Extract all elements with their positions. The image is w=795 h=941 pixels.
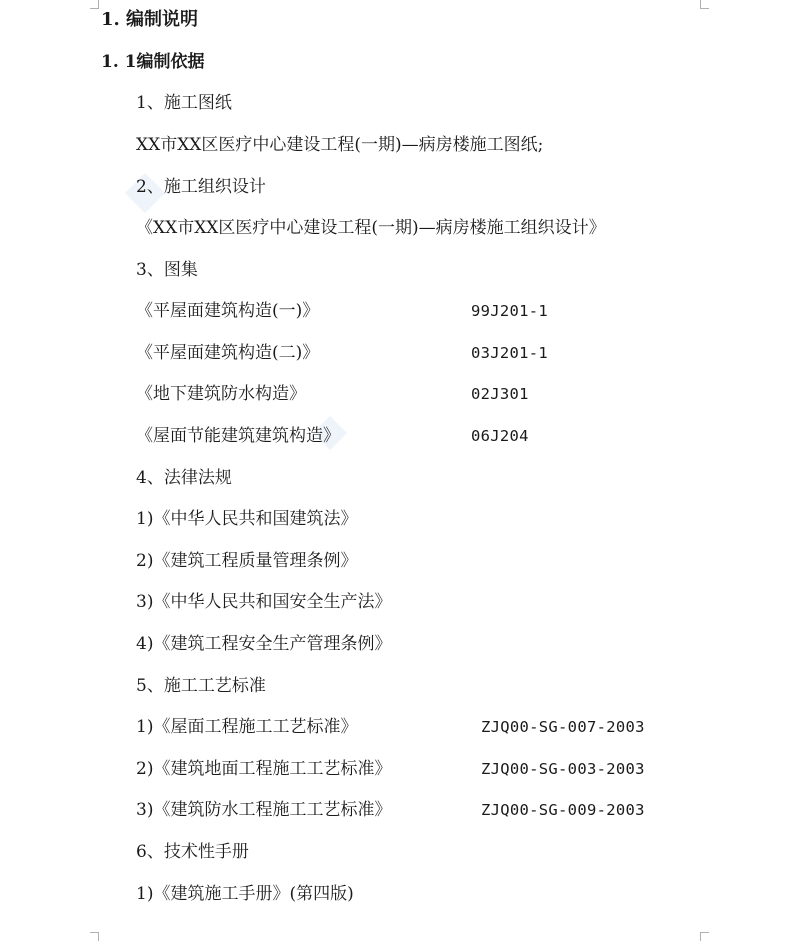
manual-item: 1)《建筑施工手册》(第四版) (136, 884, 354, 904)
law-item: 2)《建筑工程质量管理条例》 (136, 551, 358, 571)
atlas-item-name: 《屋面节能建筑建筑构造》 (136, 426, 340, 446)
section-title-atlas: 3、图集 (136, 260, 198, 280)
atlas-item-code: 06J204 (471, 427, 529, 445)
corner-mark-top-right (700, 0, 709, 9)
section-title-standards: 5、施工工艺标准 (136, 676, 266, 696)
corner-mark-bottom-right (700, 932, 709, 941)
heading-1: 1. 编制说明 (101, 9, 199, 30)
atlas-item-name: 《地下建筑防水构造》 (136, 384, 306, 404)
section-title-laws: 4、法律法规 (136, 468, 232, 488)
atlas-item-name: 《平屋面建筑构造(一)》 (136, 301, 320, 321)
atlas-item-code: 99J201-1 (471, 302, 549, 320)
standard-item-name: 1)《屋面工程施工工艺标准》 (136, 717, 358, 737)
standard-item-code: ZJQ00-SG-009-2003 (481, 801, 645, 819)
law-item: 1)《中华人民共和国建筑法》 (136, 509, 358, 529)
corner-mark-bottom-left (90, 932, 99, 941)
section-title-drawings: 1、施工图纸 (136, 93, 232, 113)
standard-item-name: 3)《建筑防水工程施工工艺标准》 (136, 800, 392, 820)
atlas-item-name: 《平屋面建筑构造(二)》 (136, 343, 320, 363)
corner-mark-top-left (90, 0, 99, 9)
org-design-text: 《XX市XX区医疗中心建设工程(一期)—病房楼施工组织设计》 (136, 218, 606, 238)
law-item: 4)《建筑工程安全生产管理条例》 (136, 634, 392, 654)
standard-item-code: ZJQ00-SG-007-2003 (481, 718, 645, 736)
drawings-text: XX市XX区医疗中心建设工程(一期)—病房楼施工图纸; (136, 135, 544, 155)
heading-1-1: 1. 1编制依据 (101, 52, 205, 72)
atlas-item-code: 02J301 (471, 385, 529, 403)
standard-item-code: ZJQ00-SG-003-2003 (481, 760, 645, 778)
standard-item-name: 2)《建筑地面工程施工工艺标准》 (136, 759, 392, 779)
section-title-manuals: 6、技术性手册 (136, 842, 249, 862)
law-item: 3)《中华人民共和国安全生产法》 (136, 592, 392, 612)
atlas-item-code: 03J201-1 (471, 344, 549, 362)
section-title-org-design: 2、施工组织设计 (136, 177, 266, 197)
